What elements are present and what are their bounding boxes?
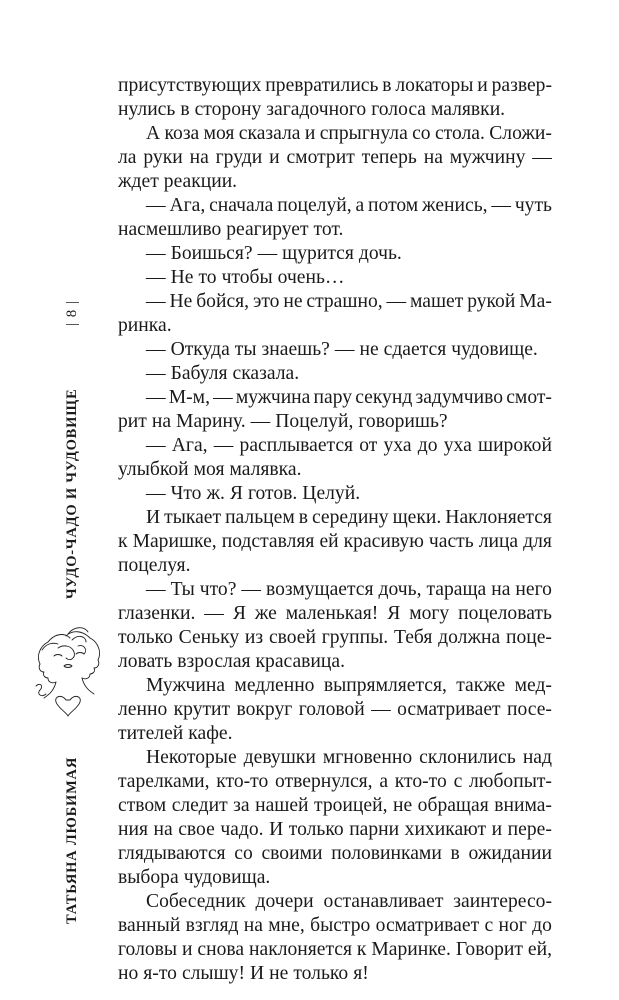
text-line: глазенки. — Я же маленькая! Я могу поцеловать xyxy=(118,603,552,624)
text-line: — Откуда ты знаешь? — не сдается чудовище. xyxy=(146,339,538,360)
text-line: А коза моя сказала и спрыгнула со стола. Сложи- xyxy=(146,123,552,144)
text-line: ла руки на груди и смотрит теперь на мужчину — xyxy=(118,147,552,168)
text-line: к Маришке, подставляя ей красивую часть лица для xyxy=(118,531,552,552)
text-line: нулись в сторону загадочного голоса малявки. xyxy=(118,99,506,120)
text-line: ленно крутит вокруг головой — осматривает посе- xyxy=(118,699,552,720)
text-line: ством следит за нашей троицей, не обращая внима- xyxy=(118,795,552,816)
text-line: — М-м, — мужчина пару секунд задумчиво смот- xyxy=(146,387,552,408)
couple-kiss-heart-doodle-icon xyxy=(28,620,108,720)
text-line: — Ты что? — возмущается дочь, тараща на него xyxy=(146,579,552,600)
author-name: ТАТЬЯНА ЛЮБИМАЯ xyxy=(64,756,80,924)
text-line: рит на Марину. — Поцелуй, говоришь? xyxy=(118,411,448,432)
text-line: присутствующих превратились в локаторы и развер- xyxy=(118,75,552,96)
text-line: головы и снова наклоняется к Маринке. Говорит ей, xyxy=(118,939,552,960)
text-line: ждет реакции. xyxy=(118,171,238,192)
text-line: Некоторые девушки мгновенно склонились над xyxy=(146,747,552,768)
text-line: поцелуя. xyxy=(118,555,191,576)
text-line: выбора чудовища. xyxy=(118,867,271,888)
text-line: — Не бойся, это не страшно, — машет рукой Ма- xyxy=(146,291,552,312)
text-line: Собеседник дочери останавливает заинтересо- xyxy=(146,891,552,912)
book-title: ЧУДО-ЧАДО И ЧУДОВИЩЕ xyxy=(64,388,80,600)
text-line: тителей кафе. xyxy=(118,723,233,744)
page-number: | 8 | xyxy=(64,300,80,327)
text-line: — Не то чтобы очень… xyxy=(146,267,345,288)
text-line: Мужчина медленно выпрямляется, также мед- xyxy=(146,675,552,696)
text-line: но я-то слышу! И не только я! xyxy=(118,963,369,984)
text-line: тарелками, кто-то отвернулся, а кто-то с любопыт- xyxy=(118,771,552,792)
text-line: ловать взрослая красавица. xyxy=(118,651,345,672)
text-line: — Что ж. Я готов. Целуй. xyxy=(146,483,361,504)
text-line: — Ага, сначала поцелуй, а потом женись, — чуть xyxy=(146,195,552,216)
text-line: улыбкой моя малявка. xyxy=(118,459,302,480)
text-line: насмешливо реагирует тот. xyxy=(118,219,344,240)
text-line: — Боишься? — щурится дочь. xyxy=(146,243,402,264)
text-line: ринка. xyxy=(118,315,172,336)
text-line: — Ага, — расплывается от уха до уха широкой xyxy=(146,435,552,456)
text-line: глядываются со своими половинками в ожидании xyxy=(118,843,552,864)
text-line: ния на свое чадо. И только парни хихикают и пере- xyxy=(118,819,552,840)
text-line: ванный взгляд на мне, быстро осматривает с ног до xyxy=(118,915,552,936)
text-line: — Бабуля сказала. xyxy=(146,363,300,384)
text-line: только Сеньку из своей группы. Тебя должна поце- xyxy=(118,627,552,648)
text-line: И тыкает пальцем в середину щеки. Наклоняется xyxy=(146,507,552,528)
